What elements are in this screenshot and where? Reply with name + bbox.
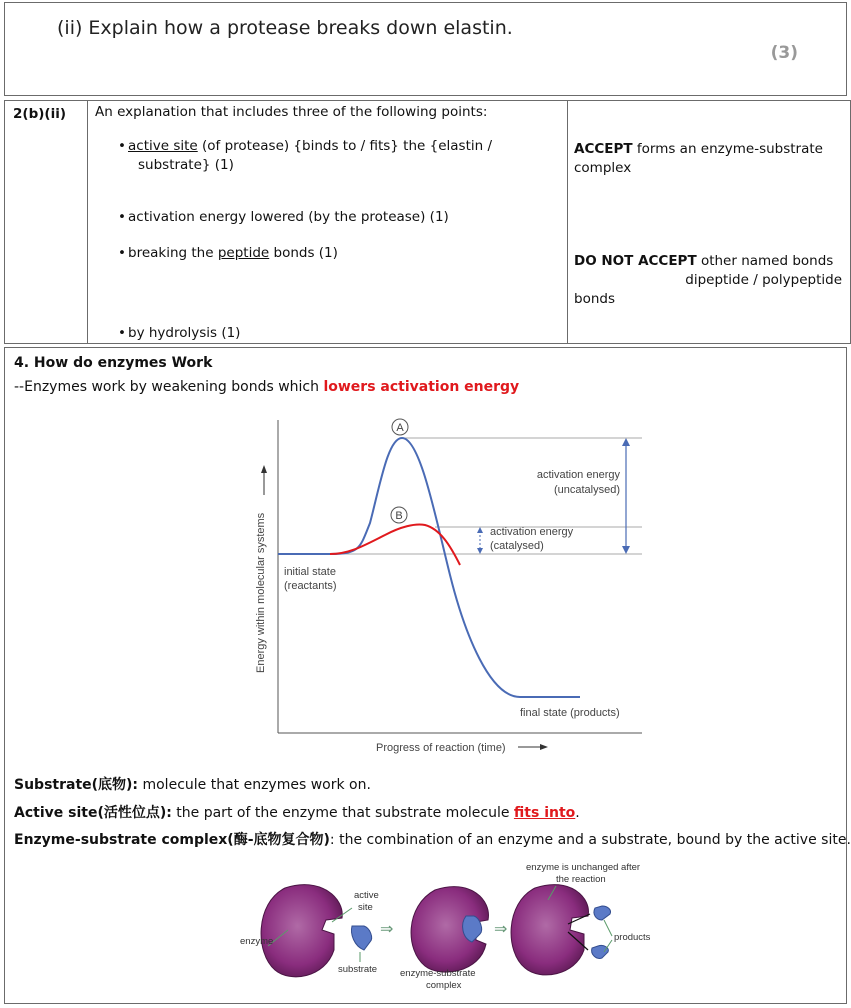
label-unchanged: enzyme is unchanged after: [526, 862, 641, 873]
label-uncatalysed: activation energy: [536, 469, 620, 481]
svg-text:the reaction: the reaction: [556, 874, 606, 885]
y-axis-label: Energy within molecular systems: [255, 512, 267, 673]
svg-text:(catalysed): (catalysed): [490, 540, 544, 552]
label-products: products: [614, 932, 651, 943]
label-final-state: final state (products): [520, 707, 620, 719]
arrowhead-icon: [540, 744, 548, 750]
question-box: [4, 2, 847, 96]
markscheme-guidance-cell: [568, 101, 851, 344]
label-initial-state: initial state: [284, 566, 336, 578]
svg-text:(uncatalysed): (uncatalysed): [553, 484, 620, 496]
arrowhead-icon: [622, 438, 630, 446]
product-shape: [594, 906, 611, 920]
label-complex: enzyme-substrate: [400, 968, 476, 979]
enzyme-action-diagram: [230, 858, 660, 998]
highlight-text: lowers activation energy: [323, 379, 520, 395]
label-substrate: substrate: [338, 964, 378, 975]
definition-complex: Enzyme-substrate complex(酶-底物复合物): the combination of an enzyme and a substrate, bound by the active site.: [14, 832, 851, 848]
markscheme-bullet: • active site (of protease) {binds to / fits} the {elastin / substrate} (1): [118, 138, 493, 173]
x-axis-label: Progress of reaction (time): [376, 742, 506, 754]
markscheme-ref-cell: [5, 101, 88, 344]
markscheme-bullet: • by hydrolysis (1): [118, 325, 241, 341]
label-active-site: active: [354, 890, 379, 901]
enzyme-shape: [261, 885, 342, 977]
enzyme-unchanged-shape: [511, 885, 588, 975]
svg-text:complex: complex: [426, 980, 462, 991]
section-summary: --Enzymes work by weakening bonds which lowers activation energy: [14, 379, 520, 395]
definition-active-site: Active site(活性位点): the part of the enzyme that substrate molecule fits into.: [14, 805, 580, 821]
svg-text:(reactants): (reactants): [284, 580, 337, 592]
question-text: (ii) Explain how a protease breaks down elastin.: [57, 17, 513, 39]
markscheme-bullet: • activation energy lowered (by the protease) (1): [118, 209, 449, 225]
definition-substrate: Substrate(底物): molecule that enzymes work on.: [14, 777, 371, 793]
question-marks: (3): [770, 43, 798, 63]
energy-profile-graph: [250, 405, 650, 765]
markscheme-bullet: • breaking the peptide bonds (1): [118, 245, 338, 261]
substrate-shape: [352, 926, 372, 950]
svg-text:site: site: [358, 902, 373, 913]
arrow-icon: ⇒: [380, 921, 394, 938]
catalysed-curve: [330, 524, 460, 565]
section-title: 4. How do enzymes Work: [14, 355, 213, 371]
markscheme-intro: An explanation that includes three of the following points:: [95, 104, 488, 120]
product-shape: [592, 945, 609, 958]
label-catalysed: activation energy: [490, 526, 574, 538]
label-enzyme: enzyme: [240, 936, 274, 947]
accept-note: ACCEPT forms an enzyme-substrate complex: [574, 141, 823, 176]
arrowhead-icon: [622, 546, 630, 554]
reject-note: DO NOT ACCEPT other named bonds dipeptide / polypeptide bonds: [574, 253, 842, 307]
arrowhead-icon: [477, 527, 483, 533]
markscheme-points-cell: [88, 101, 568, 344]
arrow-icon: ⇒: [494, 921, 508, 938]
arrowhead-icon: [261, 465, 267, 473]
markscheme-table: [4, 100, 851, 344]
marker-b: B: [395, 510, 403, 522]
arrowhead-icon: [477, 548, 483, 554]
marker-a: A: [396, 422, 404, 434]
question-ref: 2(b)(ii): [13, 106, 66, 122]
